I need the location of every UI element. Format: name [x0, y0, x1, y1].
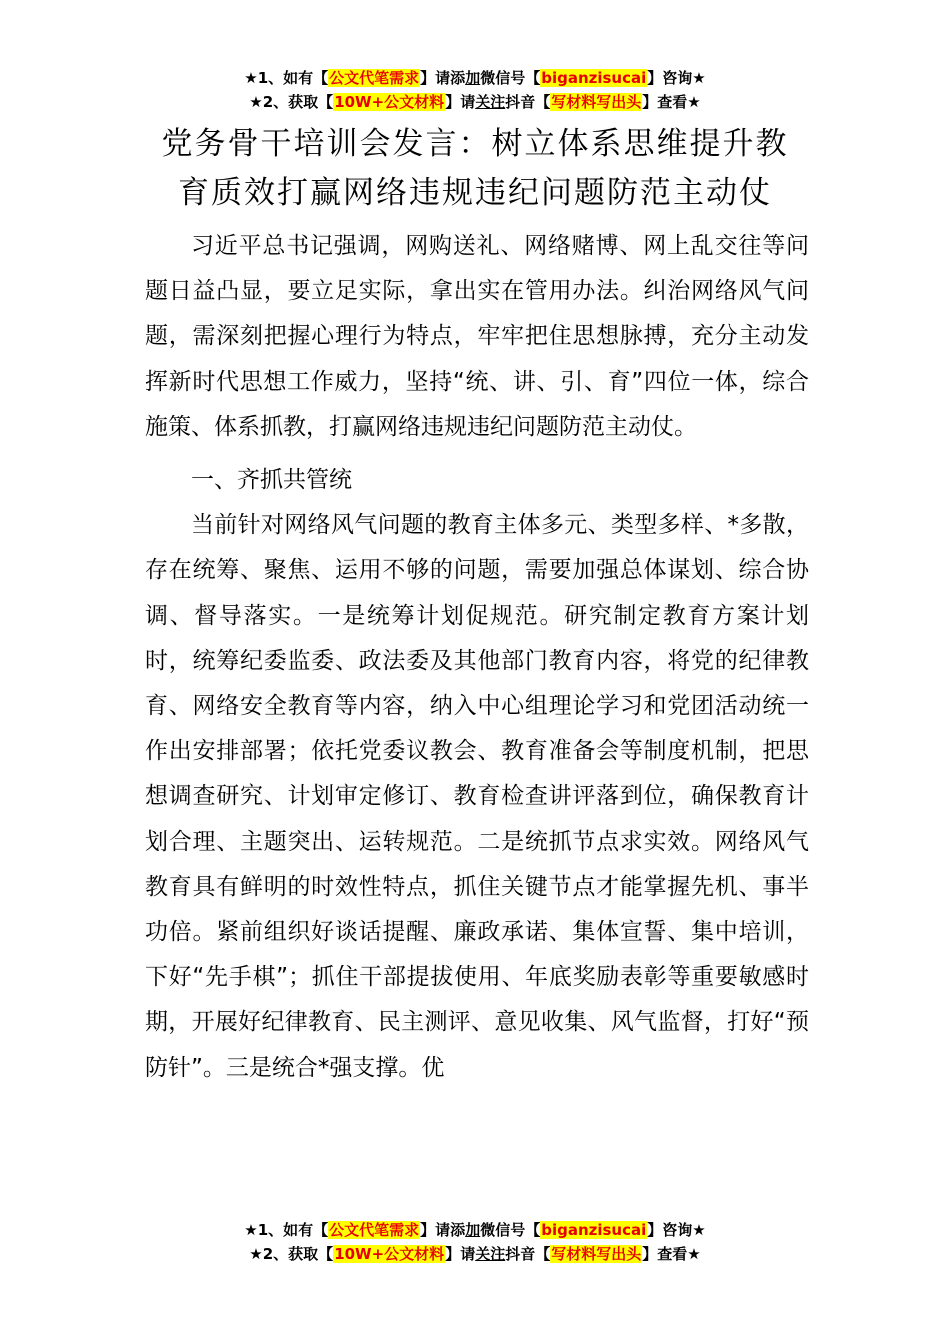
banner-text: ★2、获取【 — [249, 93, 334, 111]
banner-text: 】请 — [445, 93, 476, 111]
banner-line-2 — [0, 90, 950, 114]
banner-highlight: 10W+公文材料 — [334, 93, 445, 111]
banner-underlined-text: 加 — [465, 69, 481, 87]
banner-text: 】请添 — [420, 69, 466, 87]
banner-text: 微信号【 — [480, 1221, 541, 1239]
banner-line-1 — [0, 66, 950, 90]
banner-highlight: 公文代笔需求 — [329, 69, 420, 87]
section-paragraph: 当前针对网络风气问题的教育主体多元、类型多样、*多散，存在统筹、聚焦、运用不够的问题，需要加强总体谋划、综合协调、督导落实。一是统筹计划促规范。研究制定教育方案计划时，统筹纪委监委、政法委及其他部门教育内容，将党的纪律教育、网络安全教育等内容，纳入中心组理论学习和党团活动统一作出安排部署；依托党委议教会、教育准备会等制度机制，把思想调查研究、计划审定修订、教育检查讲评落到位，确保教育计划合理、主题突出、运转规范。二是统抓节点求实效。网络风气教育具有鲜明的时效性特点，抓住关键节点才能掌握先机、事半功倍。紧前组织好谈话提醒、廉政承诺、集体宣誓、集中培训，下好“先手棋”；抓住干部提拔使用、年底奖励表彰等重要敏感时期，开展好纪律教育、民主测评、意见收集、风气监督，打好“预防针”。三是统合*强支撑。优 — [145, 512, 809, 1081]
banner-text: 】查看★ — [642, 93, 701, 111]
document-body — [145, 224, 809, 1091]
banner-line-2 — [0, 1242, 950, 1266]
header-banner — [0, 66, 950, 114]
banner-text: 】咨询★ — [647, 1221, 706, 1239]
banner-text: 抖音【 — [505, 93, 551, 111]
banner-text: 】咨询★ — [647, 69, 706, 87]
banner-text: ★2、获取【 — [249, 1245, 334, 1263]
banner-text: 】查看★ — [642, 1245, 701, 1263]
banner-underlined-text: 加 — [465, 1221, 481, 1239]
page-title — [0, 120, 950, 218]
intro-paragraph: 习近平总书记强调，网购送礼、网络赌博、网上乱交往等问题日益凸显，要立足实际，拿出实在管用办法。纠治网络风气问题，需深刻把握心理行为特点，牢牢把住思想脉搏，充分主动发挥新时代思想工作威力，坚持“统、讲、引、育”四位一体，综合施策、体系抓教，打赢网络违规违纪问题防范主动仗。 — [145, 233, 809, 440]
banner-text: ★1、如有【 — [244, 69, 329, 87]
banner-highlight: 公文代笔需求 — [329, 1221, 420, 1239]
banner-text: 】请添 — [420, 1221, 466, 1239]
banner-text: 微信号【 — [480, 69, 541, 87]
banner-underlined-text: 关注 — [475, 93, 506, 111]
title-line-2: 育质效打赢网络违规违纪问题防范主动仗 — [178, 175, 772, 211]
title-line-1: 党务骨干培训会发言：树立体系思维提升教 — [161, 126, 789, 162]
banner-highlight: biganzisucai — [541, 69, 647, 87]
footer-banner — [0, 1218, 950, 1266]
banner-line-1 — [0, 1218, 950, 1242]
banner-highlight: biganzisucai — [541, 1221, 647, 1239]
banner-highlight: 写材料写出头 — [551, 93, 642, 111]
banner-underlined-text: 关注 — [475, 1245, 506, 1263]
banner-highlight: 10W+公文材料 — [334, 1245, 445, 1263]
banner-highlight: 写材料写出头 — [551, 1245, 642, 1263]
banner-text: ★1、如有【 — [244, 1221, 329, 1239]
banner-text: 】请 — [445, 1245, 476, 1263]
section-heading: 一、齐抓共管统 — [191, 467, 352, 494]
banner-text: 抖音【 — [505, 1245, 551, 1263]
